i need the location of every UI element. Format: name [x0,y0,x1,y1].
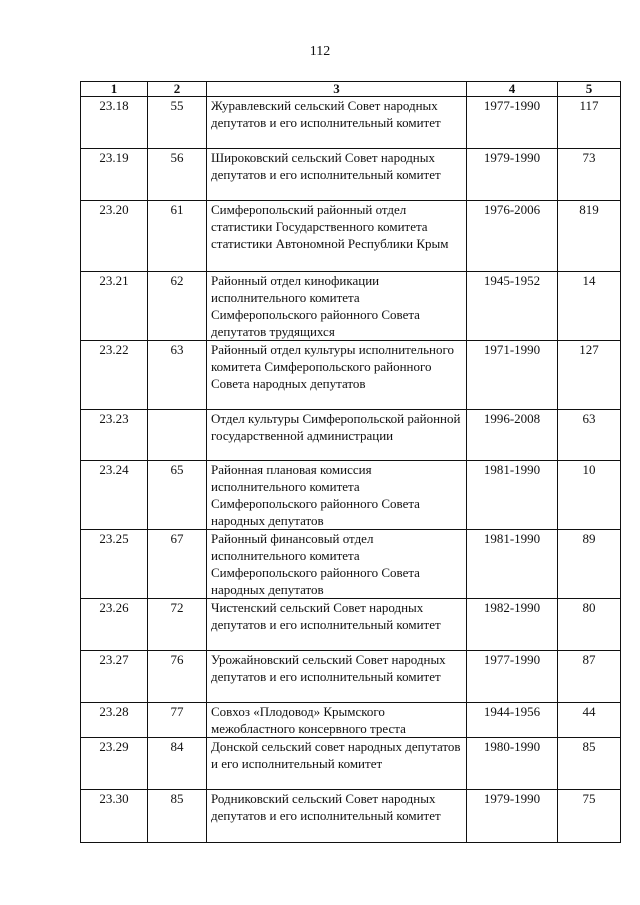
fund-name-cell: Районная плановая комиссия исполнительного комитета Симферопольского районного Совета народных депутатов [207,461,467,530]
item-count-cell: 14 [558,272,621,341]
item-count-cell: 87 [558,651,621,703]
row-index-cell: 23.30 [81,790,148,843]
fund-name-cell: Широковский сельский Совет народных депутатов и его исполнительный комитет [207,149,467,201]
item-count-cell: 85 [558,738,621,790]
table-header-row [81,82,621,97]
table-row [81,149,621,201]
item-count-cell: 819 [558,201,621,272]
date-range-cell: 1944-1956 [467,703,558,738]
table-row [81,599,621,651]
fund-name-cell: Отдел культуры Симферопольской районной государственной администрации [207,410,467,461]
table-row [81,703,621,738]
date-range-cell: 1979-1990 [467,790,558,843]
item-count-cell: 10 [558,461,621,530]
date-range-cell: 1979-1990 [467,149,558,201]
row-index-cell: 23.26 [81,599,148,651]
fund-number-cell: 55 [148,97,207,149]
fund-number-cell: 85 [148,790,207,843]
fund-number-cell: 65 [148,461,207,530]
date-range-cell: 1996-2008 [467,410,558,461]
fund-name-cell: Симферопольский районный отдел статистики Государственного комитета статистики Автономной Республики Крым [207,201,467,272]
table-row [81,272,621,341]
row-index-cell: 23.20 [81,201,148,272]
date-range-cell: 1981-1990 [467,530,558,599]
row-index-cell: 23.21 [81,272,148,341]
header-col-4: 4 [467,82,558,97]
fund-name-cell: Совхоз «Плодовод» Крымского межобластного консервного треста [207,703,467,738]
table-row [81,461,621,530]
item-count-cell: 89 [558,530,621,599]
date-range-cell: 1945-1952 [467,272,558,341]
date-range-cell: 1976-2006 [467,201,558,272]
date-range-cell: 1980-1990 [467,738,558,790]
table-row [81,201,621,272]
row-index-cell: 23.25 [81,530,148,599]
fund-number-cell: 62 [148,272,207,341]
table-row [81,530,621,599]
row-index-cell: 23.22 [81,341,148,410]
fund-number-cell: 61 [148,201,207,272]
row-index-cell: 23.24 [81,461,148,530]
table-row [81,651,621,703]
table-row [81,97,621,149]
date-range-cell: 1981-1990 [467,461,558,530]
date-range-cell: 1977-1990 [467,97,558,149]
archive-fund-table [80,81,621,843]
table-row [81,341,621,410]
item-count-cell: 44 [558,703,621,738]
table-row [81,410,621,461]
item-count-cell: 63 [558,410,621,461]
fund-number-cell: 56 [148,149,207,201]
header-col-1: 1 [81,82,148,97]
row-index-cell: 23.27 [81,651,148,703]
fund-number-cell: 77 [148,703,207,738]
fund-name-cell: Журавлевский сельский Совет народных депутатов и его исполнительный комитет [207,97,467,149]
row-index-cell: 23.18 [81,97,148,149]
header-col-2: 2 [148,82,207,97]
item-count-cell: 73 [558,149,621,201]
fund-number-cell [148,410,207,461]
page-number: 112 [309,44,331,59]
header-col-3: 3 [207,82,467,97]
item-count-cell: 80 [558,599,621,651]
fund-name-cell: Районный финансовый отдел исполнительного комитета Симферопольского районного Совета народных депутатов [207,530,467,599]
table-row [81,790,621,843]
row-index-cell: 23.28 [81,703,148,738]
fund-name-cell: Чистенский сельский Совет народных депутатов и его исполнительный комитет [207,599,467,651]
fund-number-cell: 67 [148,530,207,599]
row-index-cell: 23.19 [81,149,148,201]
row-index-cell: 23.23 [81,410,148,461]
fund-number-cell: 76 [148,651,207,703]
table-row [81,738,621,790]
date-range-cell: 1982-1990 [467,599,558,651]
item-count-cell: 75 [558,790,621,843]
fund-name-cell: Родниковский сельский Совет народных депутатов и его исполнительный комитет [207,790,467,843]
item-count-cell: 117 [558,97,621,149]
fund-name-cell: Урожайновский сельский Совет народных депутатов и его исполнительный комитет [207,651,467,703]
fund-number-cell: 84 [148,738,207,790]
fund-name-cell: Районный отдел культуры исполнительного комитета Симферопольского районного Совета народных депутатов [207,341,467,410]
table-body [81,97,621,843]
row-index-cell: 23.29 [81,738,148,790]
date-range-cell: 1977-1990 [467,651,558,703]
fund-number-cell: 72 [148,599,207,651]
item-count-cell: 127 [558,341,621,410]
fund-number-cell: 63 [148,341,207,410]
fund-name-cell: Донской сельский совет народных депутатов и его исполнительный комитет [207,738,467,790]
fund-name-cell: Районный отдел кинофикации исполнительного комитета Симферопольского районного Совета депутатов трудящихся [207,272,467,341]
date-range-cell: 1971-1990 [467,341,558,410]
header-col-5: 5 [558,82,621,97]
